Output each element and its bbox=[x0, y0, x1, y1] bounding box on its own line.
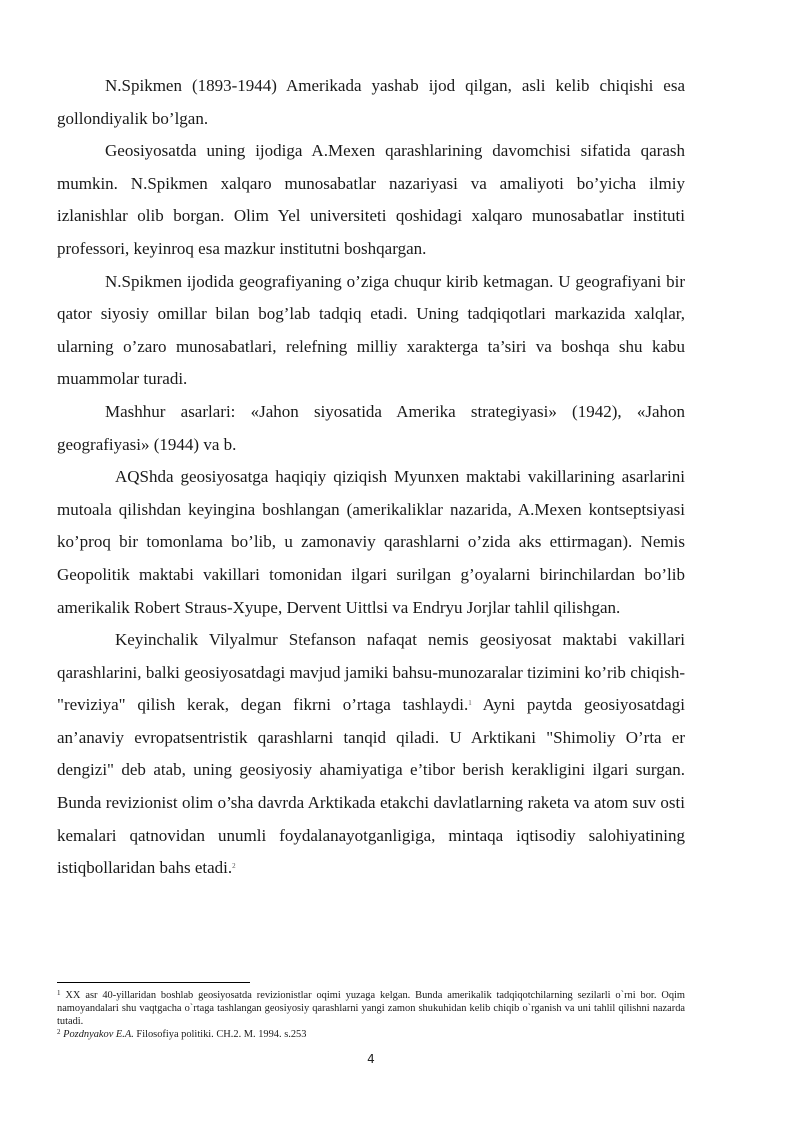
paragraph-stefanson-part2: Ayni paytda geosiyosatdagi an’anaviy evropatsentristik qarashlarni tanqid qiladi. U Arktikani "Shimoliy O’rta er dengizi" deb atab, uning geosiyosiy ahamiyatiga e’tibor berish kerakligini ilgari surgan. Bunda revizionist olim o’sha davrda Arktikada etakchi davlatlarning raketa va atom suv osti kemalari qatnovidan unumli foydalanayotganligiga, mintaqa iqtisodiy salohiyatining istiqbollaridan bahs etadi. bbox=[57, 695, 686, 878]
paragraph-spikmen-intro: N.Spikmen (1893-1944) Amerikada yashab ijod qilgan, asli kelib chiqishi esa gollondiyalik bo’lgan. bbox=[57, 76, 685, 128]
footnote-ref-1[interactable]: 1 bbox=[468, 699, 472, 708]
page-number: 4 bbox=[367, 1052, 375, 1066]
paragraph-aqshda: AQShda geosiyosatga haqiqiy qiziqish Myunxen maktabi vakillarining asarlarini mutoala qilishdan keyingina boshlangan (amerikaliklar nazarida, A.Mexen kontseptsiyasi ko’proq bir tomonlama bo’lib, u zamonaviy qarashlarni o’zida aks ettirmagan). Nemis Geopolitik maktabi vakillari tomonidan ilgari surilgan g’oyalarni birinchilardan bo’lib amerikalik Robert Straus-Xyupe, Dervent Uittlsi va Endryu Jorjlar tahlil qilishgan. bbox=[57, 467, 685, 617]
paragraph-stefanson bbox=[57, 624, 685, 885]
footnote-marker-1: 1 bbox=[57, 989, 61, 997]
footnote-2 bbox=[57, 1028, 685, 1041]
footnote-marker-2: 2 bbox=[57, 1028, 61, 1036]
paragraph-mashhur-asarlari: Mashhur asarlari: «Jahon siyosatida Amerika strategiyasi» (1942), «Jahon geografiyasi» (1944) va b. bbox=[57, 401, 685, 454]
body-text bbox=[57, 70, 685, 885]
paragraph-spikmen-ijodi: N.Spikmen ijodida geografiyaning o’ziga chuqur kirib ketmagan. U geografiyani bir qator siyosiy omillar bilan bog’lab tadqiq etadi. Uning tadqiqotlari markazida xalqlar, ularning o’zaro munosabatlari, relefning milliy xarakterga ta’siri va boshqa shu kabu muammolar turadi. bbox=[57, 271, 685, 389]
paragraph-geosiyosat: Geosiyosatda uning ijodiga A.Mexen qarashlarining davomchisi sifatida qarash mumkin. N.Spikmen xalqaro munosabatlar nazariyasi va amaliyoti bo’yicha ilmiy izlanishlar olib borgan. Olim Yel universiteti qoshidagi xalqaro munosabatlar instituti professori, keyinroq esa mazkur institutni boshqargan. bbox=[57, 141, 685, 258]
footnotes bbox=[57, 989, 685, 1041]
footnote-2-author: Pozdnyakov E.A. bbox=[63, 1029, 134, 1040]
footnote-2-text: Filosofiya politiki. CH.2. M. 1994. s.253 bbox=[133, 1029, 307, 1040]
paragraph-stefanson-part1: Keyinchalik Vilyalmur Stefanson nafaqat nemis geosiyosat maktabi vakillari qarashlarini, balki geosiyosatdagi mavjud jamiki bahsu-munozaralar tizimini ko’rib chiqish-"reviziya" qilish kerak, degan fikrni o’rtaga tashlaydi. bbox=[57, 630, 685, 715]
footnote-1-text: XX asr 40-yillaridan boshlab geosiyosatda revizionistlar oqimi yuzaga kelgan. Bunda amerikalik tadqiqotchilarning sezilarli o`rni bor. Oqim namoyandalari shu vaqtgacha o`rtaga tashlangan geosiyosiy qarashlarni yangi zamon shukuhidan kelib chiqib o`rganish va uni tahlil qilishni nazarda tutadi. bbox=[57, 990, 685, 1027]
footnote-1 bbox=[57, 989, 685, 1028]
footnote-ref-2[interactable]: 2 bbox=[232, 862, 236, 871]
footnote-separator bbox=[57, 982, 250, 983]
